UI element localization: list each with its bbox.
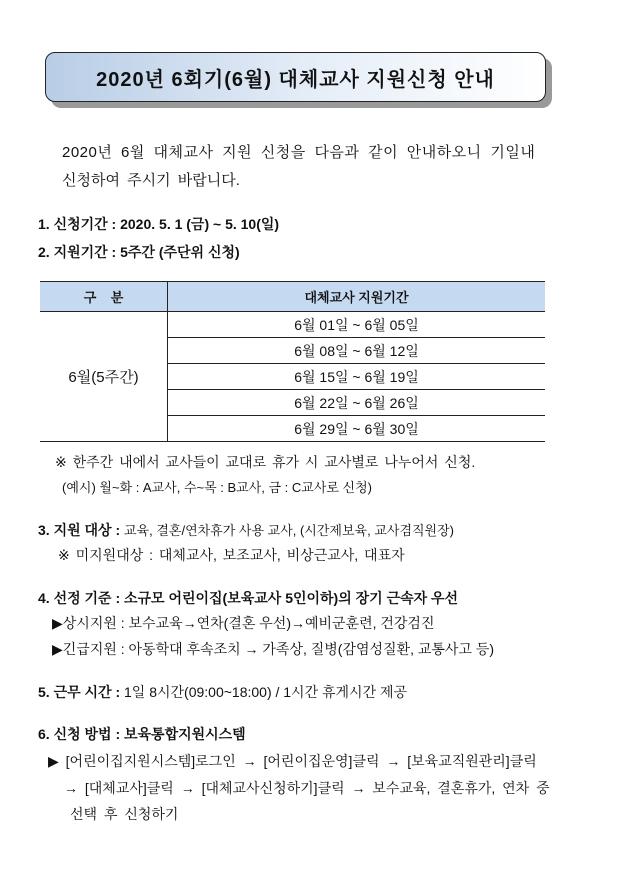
section-1-period: 1. 신청기간 : 2020. 5. 1 (금) ~ 5. 10(일) bbox=[38, 216, 280, 232]
table-row bbox=[40, 312, 545, 338]
table-header-row bbox=[40, 282, 545, 312]
schedule-table bbox=[40, 281, 545, 442]
section-2-support-period: 2. 지원기간 : 5주간 (주단위 신청) bbox=[38, 244, 240, 260]
group-cell: 6월(5주간) bbox=[40, 312, 168, 442]
section-6-line-2: → [대체교사]클릭 → [대체교사신청하기]클릭 → 보수교육, 결혼휴가, 연차 중 bbox=[64, 780, 550, 796]
header-category: 구 분 bbox=[40, 282, 168, 312]
period-cell: 6월 15일 ~ 6월 19일 bbox=[168, 364, 546, 390]
section-5-text: 1일 8시간(09:00~18:00) / 1시간 휴게시간 제공 bbox=[124, 684, 408, 700]
section-4-item-urgent: ▶긴급지원 : 아동학대 후속조치 → 가족상, 질병(감염성질환, 교통사고 등) bbox=[52, 641, 495, 657]
section-6-method: 6. 신청 방법 : 보육통합지원시스템 bbox=[38, 726, 246, 742]
period-cell: 6월 01일 ~ 6월 05일 bbox=[168, 312, 546, 338]
section-3-target bbox=[38, 520, 454, 540]
page-title: 2020년 6회기(6월) 대체교사 지원신청 안내 bbox=[45, 52, 546, 102]
period-cell: 6월 08일 ~ 6월 12일 bbox=[168, 338, 546, 364]
section-3-text: 교육, 결혼/연차휴가 사용 교사, (시간제보육, 교사겸직원장) bbox=[124, 523, 454, 538]
header-period: 대체교사 지원기간 bbox=[168, 282, 546, 312]
section-4-criteria: 4. 선정 기준 : 소규모 어린이집(보육교사 5인이하)의 장기 근속자 우선 bbox=[38, 590, 459, 606]
section-3-label: 3. 지원 대상 : bbox=[38, 522, 121, 538]
note-line-2: (예시) 월~화 : A교사, 수~목 : B교사, 금 : C교사로 신청) bbox=[62, 480, 373, 495]
section-4-item-regular: ▶상시지원 : 보수교육→연차(결혼 우선)→예비군훈련, 건강검진 bbox=[52, 615, 435, 631]
period-cell: 6월 22일 ~ 6월 26일 bbox=[168, 390, 546, 416]
section-3-excluded: ※ 미지원대상 : 대체교사, 보조교사, 비상근교사, 대표자 bbox=[58, 547, 405, 563]
section-5-label: 5. 근무 시간 : bbox=[38, 684, 121, 700]
section-6-line-1: ▶ [어린이집지원시스템]로그인 → [어린이집운영]클릭 → [보육교직원관리]클릭 bbox=[48, 753, 537, 769]
intro-line-1: 2020년 6월 대체교사 지원 신청을 다음과 같이 안내하오니 기일내 bbox=[62, 144, 536, 161]
section-6-line-3: 선택 후 신청하기 bbox=[70, 806, 179, 822]
section-5-hours bbox=[38, 682, 407, 702]
intro-line-2: 신청하여 주시기 바랍니다. bbox=[62, 172, 240, 189]
period-cell: 6월 29일 ~ 6월 30일 bbox=[168, 416, 546, 442]
note-line-1: ※ 한주간 내에서 교사들이 교대로 휴가 시 교사별로 나누어서 신청. bbox=[55, 454, 476, 470]
